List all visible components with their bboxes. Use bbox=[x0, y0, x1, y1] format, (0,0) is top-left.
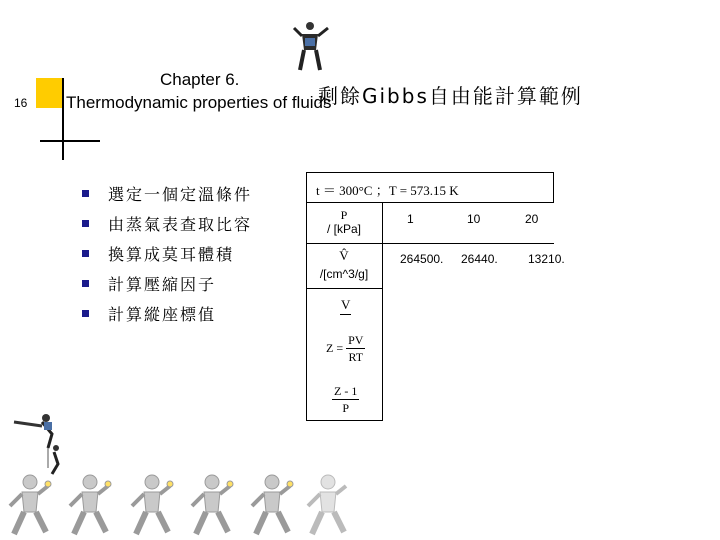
step-text: 由蒸氣表查取比容 bbox=[108, 214, 253, 234]
page-number: 16 bbox=[14, 96, 28, 110]
z-numerator: PV bbox=[348, 333, 364, 347]
list-item bbox=[82, 298, 252, 328]
bullet-square-icon bbox=[82, 250, 89, 257]
list-item bbox=[82, 208, 252, 238]
list-item bbox=[82, 178, 252, 208]
table-cell-pressure-1: 1 bbox=[407, 212, 414, 226]
volume-symbol: V̂ bbox=[339, 248, 349, 263]
step-text: 選定一個定溫條件 bbox=[108, 184, 253, 204]
chapter-subtitle: Thermodynamic properties of fluids bbox=[66, 93, 332, 112]
formula-box-right bbox=[382, 288, 383, 420]
accent-square bbox=[36, 78, 62, 108]
formula-box-left bbox=[306, 288, 307, 420]
volume-unit: /[cm^3/g] bbox=[319, 267, 369, 281]
table-cell-pressure-3: 20 bbox=[525, 212, 539, 226]
bullet-square-icon bbox=[82, 220, 89, 227]
climbers-icon bbox=[12, 408, 62, 478]
step-text: 換算成莫耳體積 bbox=[108, 244, 235, 264]
table-cell-volume-3: 13210. bbox=[528, 252, 565, 266]
table-cell-volume-1: 264500. bbox=[400, 252, 444, 266]
temperature-condition: t ＝ 300°C ；T = 573.15 K bbox=[316, 183, 459, 198]
table-row-divider bbox=[306, 288, 382, 289]
ordinate-numerator: Z - 1 bbox=[334, 384, 358, 398]
z-equals: Z = bbox=[326, 341, 344, 355]
step-text: 計算縱座標值 bbox=[108, 304, 217, 324]
step-list bbox=[82, 178, 252, 328]
header-horizontal-rule bbox=[40, 140, 100, 142]
table-row-divider bbox=[306, 243, 554, 244]
chapter-title: Chapter 6. bbox=[160, 70, 240, 89]
running-figures-icon bbox=[0, 470, 360, 538]
ordinate-denominator: P bbox=[342, 401, 349, 415]
table-border-top bbox=[306, 172, 554, 173]
list-item bbox=[82, 238, 252, 268]
formula-box-bottom bbox=[306, 420, 383, 421]
table-border-right bbox=[553, 172, 554, 202]
ordinate-formula bbox=[332, 384, 359, 414]
table-cell-volume-2: 26440. bbox=[461, 252, 498, 266]
list-item bbox=[82, 268, 252, 298]
pressure-unit: / [kPa] bbox=[326, 222, 361, 236]
bullet-square-icon bbox=[82, 190, 89, 197]
compressibility-formula bbox=[326, 334, 365, 363]
step-text: 計算壓縮因子 bbox=[108, 274, 217, 294]
bullet-square-icon bbox=[82, 310, 89, 317]
slide-title: 剩餘Gibbs自由能計算範例 bbox=[318, 84, 583, 108]
bullet-square-icon bbox=[82, 280, 89, 287]
climber-figure-icon bbox=[292, 18, 332, 78]
table-row-divider bbox=[306, 202, 554, 203]
molar-volume-symbol: V bbox=[340, 297, 351, 315]
ordinate-fraction bbox=[332, 385, 359, 414]
table-column-divider bbox=[382, 202, 383, 288]
z-fraction bbox=[346, 334, 365, 363]
volume-header bbox=[306, 247, 382, 283]
header-vertical-rule bbox=[62, 78, 64, 160]
pressure-header bbox=[306, 208, 382, 236]
pressure-symbol: P bbox=[340, 208, 348, 222]
table-cell-pressure-2: 10 bbox=[467, 212, 481, 226]
z-denominator: RT bbox=[348, 350, 364, 364]
